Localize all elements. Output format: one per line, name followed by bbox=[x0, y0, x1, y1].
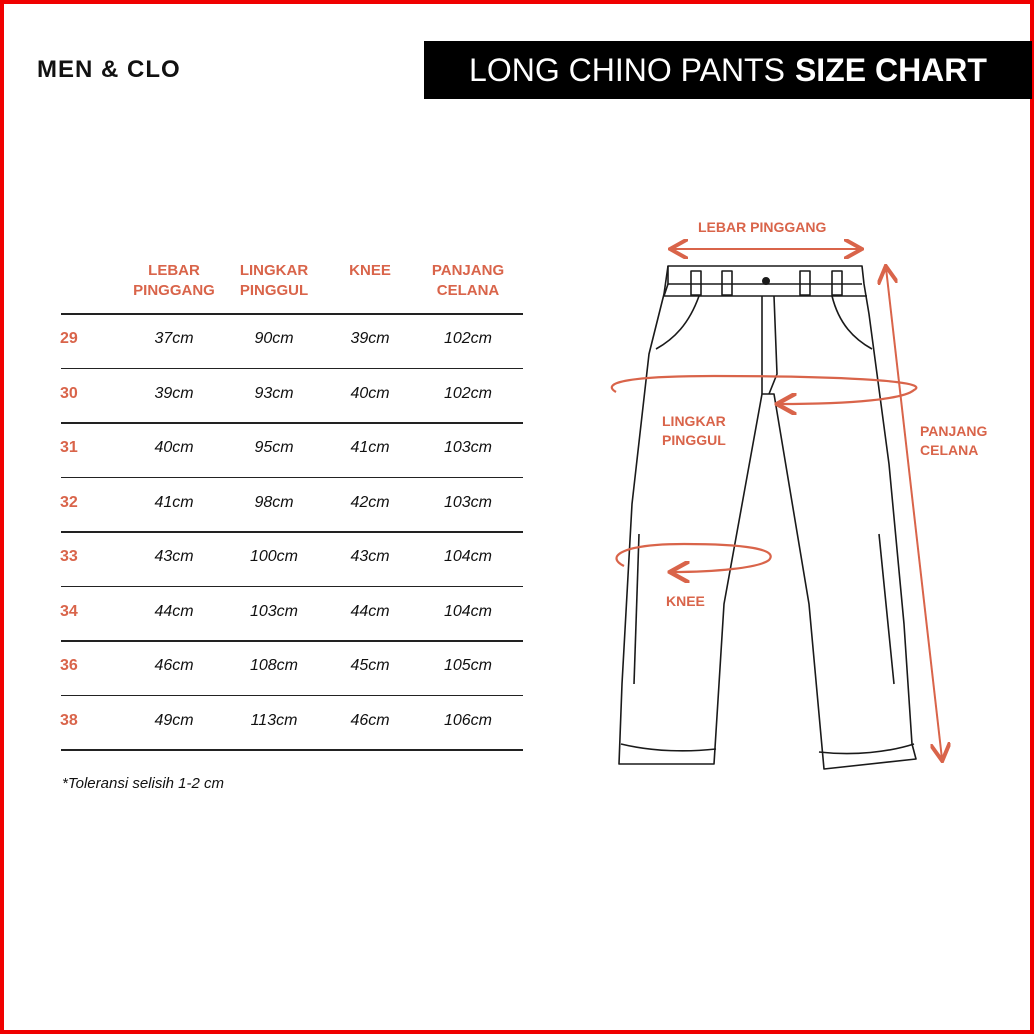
title-bold: SIZE CHART bbox=[794, 51, 987, 88]
table-cell: 106cm bbox=[443, 711, 493, 729]
size-label: 38 bbox=[60, 711, 78, 729]
table-cell: 95cm bbox=[254, 439, 294, 456]
length-label-line2: CELANA bbox=[920, 442, 979, 458]
waist-label: LEBAR PINGGANG bbox=[698, 219, 827, 235]
table-cell: 46cm bbox=[154, 657, 194, 674]
column-header-line: LEBAR bbox=[148, 262, 200, 279]
size-label: 36 bbox=[60, 657, 78, 674]
knee-label: KNEE bbox=[666, 593, 705, 609]
size-label: 33 bbox=[60, 548, 78, 565]
table-cell: 39cm bbox=[350, 330, 390, 347]
table-cell: 90cm bbox=[254, 330, 294, 347]
table-cell: 100cm bbox=[249, 548, 299, 565]
size-label: 29 bbox=[60, 330, 78, 347]
hip-label bbox=[662, 412, 726, 450]
column-header-line: CELANA bbox=[436, 282, 500, 299]
table-cell: 98cm bbox=[254, 493, 294, 511]
column-header-line: PINGGANG bbox=[133, 282, 215, 299]
row-divider bbox=[61, 531, 523, 533]
column-header bbox=[315, 261, 425, 281]
pants-illustration bbox=[594, 204, 994, 804]
table-cell: 43cm bbox=[154, 548, 194, 565]
table-cell: 39cm bbox=[154, 384, 194, 402]
size-label: 34 bbox=[60, 602, 78, 620]
table-cell: 46cm bbox=[350, 711, 390, 729]
table-cell: 103cm bbox=[249, 602, 299, 620]
table-cell: 103cm bbox=[443, 493, 493, 511]
table-cell: 44cm bbox=[154, 602, 194, 620]
tolerance-note: *Toleransi selisih 1-2 cm bbox=[62, 775, 225, 792]
column-header-line: LINGKAR bbox=[239, 262, 309, 279]
row-divider bbox=[61, 477, 523, 479]
table-cell: 105cm bbox=[443, 657, 493, 674]
table-cell: 44cm bbox=[350, 602, 390, 620]
size-label: 32 bbox=[60, 493, 78, 511]
table-cell: 37cm bbox=[154, 330, 194, 347]
length-label-line1: PANJANG bbox=[920, 423, 988, 439]
row-divider bbox=[61, 422, 523, 424]
table-cell: 49cm bbox=[154, 711, 194, 729]
row-divider bbox=[61, 586, 523, 588]
table-cell: 104cm bbox=[443, 548, 493, 565]
table-cell: 45cm bbox=[350, 657, 390, 674]
table-cell: 102cm bbox=[443, 330, 493, 347]
title-banner bbox=[424, 41, 1032, 99]
row-divider bbox=[61, 749, 523, 751]
column-header bbox=[413, 261, 523, 301]
brand-logo: MEN & CLO bbox=[37, 56, 181, 83]
knee-arrow bbox=[617, 544, 771, 572]
column-header bbox=[219, 261, 329, 301]
title-regular: LONG CHINO PANTS bbox=[469, 51, 785, 88]
length-label bbox=[920, 422, 987, 460]
size-label: 30 bbox=[60, 384, 78, 402]
table-cell: 113cm bbox=[250, 711, 298, 729]
table-cell: 103cm bbox=[443, 439, 493, 456]
table-cell: 40cm bbox=[154, 439, 194, 456]
row-divider bbox=[61, 695, 523, 697]
table-cell: 93cm bbox=[254, 384, 294, 402]
hip-label-line2: PINGGUL bbox=[662, 432, 726, 448]
hip-label-line1: LINGKAR bbox=[662, 413, 726, 429]
column-header-line: PANJANG bbox=[431, 262, 505, 279]
table-cell: 41cm bbox=[350, 439, 390, 456]
table-cell: 40cm bbox=[350, 384, 390, 402]
column-header-line: PINGGUL bbox=[239, 282, 309, 299]
column-header-line: KNEE bbox=[349, 262, 391, 279]
table-cell: 102cm bbox=[443, 384, 493, 402]
row-divider bbox=[61, 313, 523, 315]
size-label: 31 bbox=[60, 439, 78, 456]
row-divider bbox=[61, 368, 523, 370]
table-cell: 108cm bbox=[249, 657, 299, 674]
column-header bbox=[119, 261, 229, 301]
row-divider bbox=[61, 640, 523, 642]
table-cell: 42cm bbox=[350, 493, 390, 511]
table-cell: 104cm bbox=[443, 602, 493, 620]
table-cell: 41cm bbox=[154, 493, 194, 511]
table-cell: 43cm bbox=[350, 548, 390, 565]
hip-arrow bbox=[612, 376, 917, 404]
pants-diagram bbox=[594, 204, 994, 809]
pants-outline bbox=[619, 266, 916, 769]
